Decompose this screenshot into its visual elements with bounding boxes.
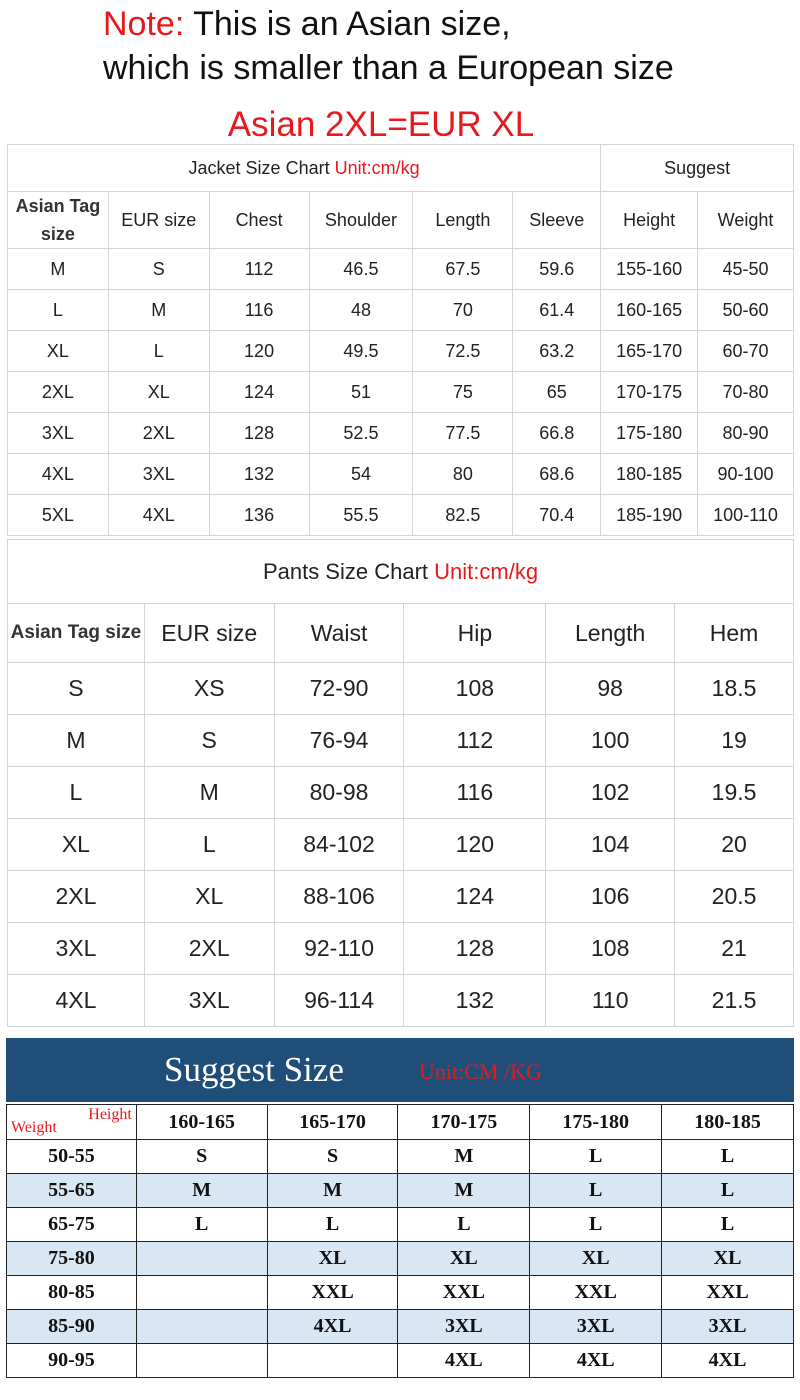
suggested-size-cell: XXL [398, 1276, 530, 1310]
jacket-cell: 70 [413, 290, 513, 331]
jacket-cell: 112 [209, 249, 309, 290]
suggest-row [7, 1276, 794, 1310]
jacket-cell: 77.5 [413, 413, 513, 454]
jacket-cell: 60-70 [698, 331, 794, 372]
height-range-header: 175-180 [530, 1105, 662, 1140]
pants-row [8, 715, 794, 767]
suggest-title: Suggest Size [164, 1050, 344, 1089]
pants-cell: 3XL [8, 923, 145, 975]
jacket-row [8, 372, 794, 413]
suggested-size-cell: 4XL [662, 1344, 794, 1378]
suggest-size-banner [6, 1038, 794, 1102]
jacket-cell: 160-165 [601, 290, 698, 331]
weight-range-cell: 90-95 [7, 1344, 137, 1378]
pants-row [8, 871, 794, 923]
jacket-cell: 132 [209, 454, 309, 495]
jacket-header-cell: Sleeve [513, 192, 601, 249]
jacket-cell: 128 [209, 413, 309, 454]
pants-cell: 108 [546, 923, 675, 975]
jacket-cell: 67.5 [413, 249, 513, 290]
suggested-size-cell [136, 1344, 267, 1378]
jacket-header-cell: EUR size [108, 192, 209, 249]
suggest-row [7, 1344, 794, 1378]
jacket-cell: 2XL [8, 372, 109, 413]
jacket-unit: Unit:cm/kg [334, 157, 420, 178]
pants-cell: 102 [546, 767, 675, 819]
pants-cell: 112 [404, 715, 546, 767]
pants-unit: Unit:cm/kg [434, 558, 539, 584]
suggested-size-cell: XXL [530, 1276, 662, 1310]
suggest-row [7, 1174, 794, 1208]
note-label: Note: [103, 5, 185, 43]
pants-cell: 108 [404, 663, 546, 715]
pants-cell: 2XL [8, 871, 145, 923]
pants-header-cell: Waist [274, 604, 404, 663]
jacket-cell: 45-50 [698, 249, 794, 290]
pants-cell: 110 [546, 975, 675, 1027]
height-range-header: 165-170 [267, 1105, 398, 1140]
suggested-size-cell: L [267, 1208, 398, 1242]
suggested-size-cell: L [662, 1140, 794, 1174]
pants-header-row [8, 604, 794, 663]
suggested-size-cell: S [136, 1140, 267, 1174]
suggested-size-cell: M [136, 1174, 267, 1208]
suggested-size-cell: 3XL [530, 1310, 662, 1344]
pants-cell: 76-94 [274, 715, 404, 767]
suggested-size-cell: 3XL [662, 1310, 794, 1344]
pants-cell: 20 [675, 819, 794, 871]
height-range-header: 170-175 [398, 1105, 530, 1140]
pants-cell: 124 [404, 871, 546, 923]
jacket-cell: 185-190 [601, 495, 698, 536]
pants-cell: 18.5 [675, 663, 794, 715]
pants-cell: M [144, 767, 274, 819]
pants-row [8, 767, 794, 819]
pants-title-row [8, 540, 794, 604]
jacket-header-row [8, 192, 794, 249]
jacket-cell: 50-60 [698, 290, 794, 331]
height-range-header: 160-165 [136, 1105, 267, 1140]
pants-cell: S [144, 715, 274, 767]
suggested-size-cell: 4XL [267, 1310, 398, 1344]
suggest-row [7, 1242, 794, 1276]
jacket-cell: 55.5 [309, 495, 413, 536]
suggest-row [7, 1310, 794, 1344]
jacket-cell: 120 [209, 331, 309, 372]
pants-cell: XL [144, 871, 274, 923]
suggested-size-cell: XL [662, 1242, 794, 1276]
note-line-2: which is smaller than a European size [103, 49, 674, 87]
pants-cell: L [8, 767, 145, 819]
suggested-size-cell: XL [398, 1242, 530, 1276]
pants-row [8, 975, 794, 1027]
pants-cell: S [8, 663, 145, 715]
suggested-size-cell: M [398, 1140, 530, 1174]
jacket-cell: 4XL [8, 454, 109, 495]
pants-cell: 84-102 [274, 819, 404, 871]
suggested-size-cell: L [530, 1208, 662, 1242]
jacket-cell: M [8, 249, 109, 290]
weight-range-cell: 85-90 [7, 1310, 137, 1344]
suggested-size-cell: L [136, 1208, 267, 1242]
jacket-cell: 3XL [108, 454, 209, 495]
pants-cell: XL [8, 819, 145, 871]
jacket-cell: 80 [413, 454, 513, 495]
jacket-row [8, 290, 794, 331]
jacket-header-cell: Chest [209, 192, 309, 249]
jacket-cell: 46.5 [309, 249, 413, 290]
weight-range-cell: 55-65 [7, 1174, 137, 1208]
jacket-header-cell: Shoulder [309, 192, 413, 249]
jacket-header-cell: Asian Tag size [8, 192, 109, 249]
pants-title-cell [8, 540, 794, 604]
pants-cell: 132 [404, 975, 546, 1027]
jacket-cell: S [108, 249, 209, 290]
suggested-size-cell: 4XL [530, 1344, 662, 1378]
jacket-cell: 66.8 [513, 413, 601, 454]
pants-cell: L [144, 819, 274, 871]
jacket-cell: 170-175 [601, 372, 698, 413]
jacket-suggest-title: Suggest [601, 145, 794, 192]
jacket-cell: 3XL [8, 413, 109, 454]
pants-cell: 72-90 [274, 663, 404, 715]
jacket-row [8, 249, 794, 290]
jacket-cell: L [108, 331, 209, 372]
suggest-size-table [6, 1104, 794, 1378]
jacket-cell: 68.6 [513, 454, 601, 495]
jacket-cell: 61.4 [513, 290, 601, 331]
pants-cell: 106 [546, 871, 675, 923]
suggested-size-cell: XXL [267, 1276, 398, 1310]
jacket-cell: 59.6 [513, 249, 601, 290]
pants-cell: 120 [404, 819, 546, 871]
jacket-cell: 100-110 [698, 495, 794, 536]
suggested-size-cell: 4XL [398, 1344, 530, 1378]
jacket-cell: 155-160 [601, 249, 698, 290]
jacket-cell: 48 [309, 290, 413, 331]
jacket-size-table [7, 144, 794, 536]
suggested-size-cell: L [530, 1140, 662, 1174]
suggested-size-cell [136, 1276, 267, 1310]
pants-header-cell: EUR size [144, 604, 274, 663]
pants-row [8, 923, 794, 975]
pants-cell: 3XL [144, 975, 274, 1027]
pants-cell: 2XL [144, 923, 274, 975]
suggested-size-cell: L [530, 1174, 662, 1208]
jacket-cell: 2XL [108, 413, 209, 454]
pants-cell: 88-106 [274, 871, 404, 923]
jacket-cell: 63.2 [513, 331, 601, 372]
suggest-row [7, 1208, 794, 1242]
jacket-row [8, 413, 794, 454]
note-line-1: Note: This is an Asian size, [103, 5, 511, 43]
pants-cell: 21.5 [675, 975, 794, 1027]
jacket-cell: 5XL [8, 495, 109, 536]
suggested-size-cell: M [398, 1174, 530, 1208]
corner-weight-label: Weight [11, 1119, 57, 1136]
pants-header-cell: Hem [675, 604, 794, 663]
suggested-size-cell [136, 1310, 267, 1344]
weight-range-cell: 75-80 [7, 1242, 137, 1276]
jacket-cell: 52.5 [309, 413, 413, 454]
suggest-header-row [7, 1105, 794, 1140]
jacket-header-cell: Weight [698, 192, 794, 249]
weight-range-cell: 65-75 [7, 1208, 137, 1242]
pants-cell: 20.5 [675, 871, 794, 923]
pants-cell: 4XL [8, 975, 145, 1027]
pants-header-cell: Asian Tag size [8, 604, 145, 663]
jacket-cell: 165-170 [601, 331, 698, 372]
jacket-cell: 75 [413, 372, 513, 413]
pants-cell: XS [144, 663, 274, 715]
pants-cell: 128 [404, 923, 546, 975]
pants-cell: 96-114 [274, 975, 404, 1027]
suggested-size-cell: XL [267, 1242, 398, 1276]
height-range-header: 180-185 [662, 1105, 794, 1140]
jacket-row [8, 495, 794, 536]
pants-header-cell: Hip [404, 604, 546, 663]
jacket-cell: 82.5 [413, 495, 513, 536]
suggested-size-cell: 3XL [398, 1310, 530, 1344]
jacket-row [8, 331, 794, 372]
pants-title: Pants Size Chart [262, 558, 429, 584]
jacket-header-cell: Height [601, 192, 698, 249]
jacket-cell: 65 [513, 372, 601, 413]
pants-cell: 19 [675, 715, 794, 767]
jacket-cell: 90-100 [698, 454, 794, 495]
jacket-row [8, 454, 794, 495]
jacket-header-cell: Length [413, 192, 513, 249]
jacket-cell: 72.5 [413, 331, 513, 372]
suggest-unit: Unit:CM /KG [419, 1059, 542, 1084]
suggested-size-cell: S [267, 1140, 398, 1174]
jacket-cell: XL [8, 331, 109, 372]
jacket-cell: 116 [209, 290, 309, 331]
jacket-cell: L [8, 290, 109, 331]
jacket-cell: 80-90 [698, 413, 794, 454]
suggested-size-cell [136, 1242, 267, 1276]
jacket-cell: 124 [209, 372, 309, 413]
jacket-title-cell [8, 145, 601, 192]
corner-height-label: Height [88, 1106, 132, 1123]
size-equivalence: Asian 2XL=EUR XL [227, 105, 535, 144]
suggested-size-cell: L [662, 1174, 794, 1208]
weight-range-cell: 80-85 [7, 1276, 137, 1310]
pants-header-cell: Length [546, 604, 675, 663]
weight-range-cell: 50-55 [7, 1140, 137, 1174]
suggested-size-cell: L [398, 1208, 530, 1242]
jacket-cell: 51 [309, 372, 413, 413]
jacket-title-row [8, 145, 794, 192]
jacket-cell: M [108, 290, 209, 331]
suggested-size-cell: L [662, 1208, 794, 1242]
pants-cell: 104 [546, 819, 675, 871]
note-text [103, 2, 674, 90]
jacket-cell: 136 [209, 495, 309, 536]
jacket-cell: 70.4 [513, 495, 601, 536]
jacket-cell: 54 [309, 454, 413, 495]
jacket-cell: 180-185 [601, 454, 698, 495]
suggested-size-cell: XXL [662, 1276, 794, 1310]
pants-cell: 19.5 [675, 767, 794, 819]
pants-cell: 98 [546, 663, 675, 715]
jacket-cell: 4XL [108, 495, 209, 536]
suggested-size-cell [267, 1344, 398, 1378]
pants-cell: M [8, 715, 145, 767]
pants-size-table [7, 539, 794, 1027]
pants-cell: 21 [675, 923, 794, 975]
jacket-cell: XL [108, 372, 209, 413]
jacket-cell: 49.5 [309, 331, 413, 372]
jacket-title: Jacket Size Chart [188, 157, 330, 178]
suggested-size-cell: M [267, 1174, 398, 1208]
pants-cell: 116 [404, 767, 546, 819]
suggest-row [7, 1140, 794, 1174]
pants-cell: 100 [546, 715, 675, 767]
pants-cell: 80-98 [274, 767, 404, 819]
suggested-size-cell: XL [530, 1242, 662, 1276]
jacket-cell: 70-80 [698, 372, 794, 413]
pants-row [8, 819, 794, 871]
jacket-cell: 175-180 [601, 413, 698, 454]
pants-cell: 92-110 [274, 923, 404, 975]
suggest-corner-cell [7, 1105, 137, 1140]
pants-row [8, 663, 794, 715]
